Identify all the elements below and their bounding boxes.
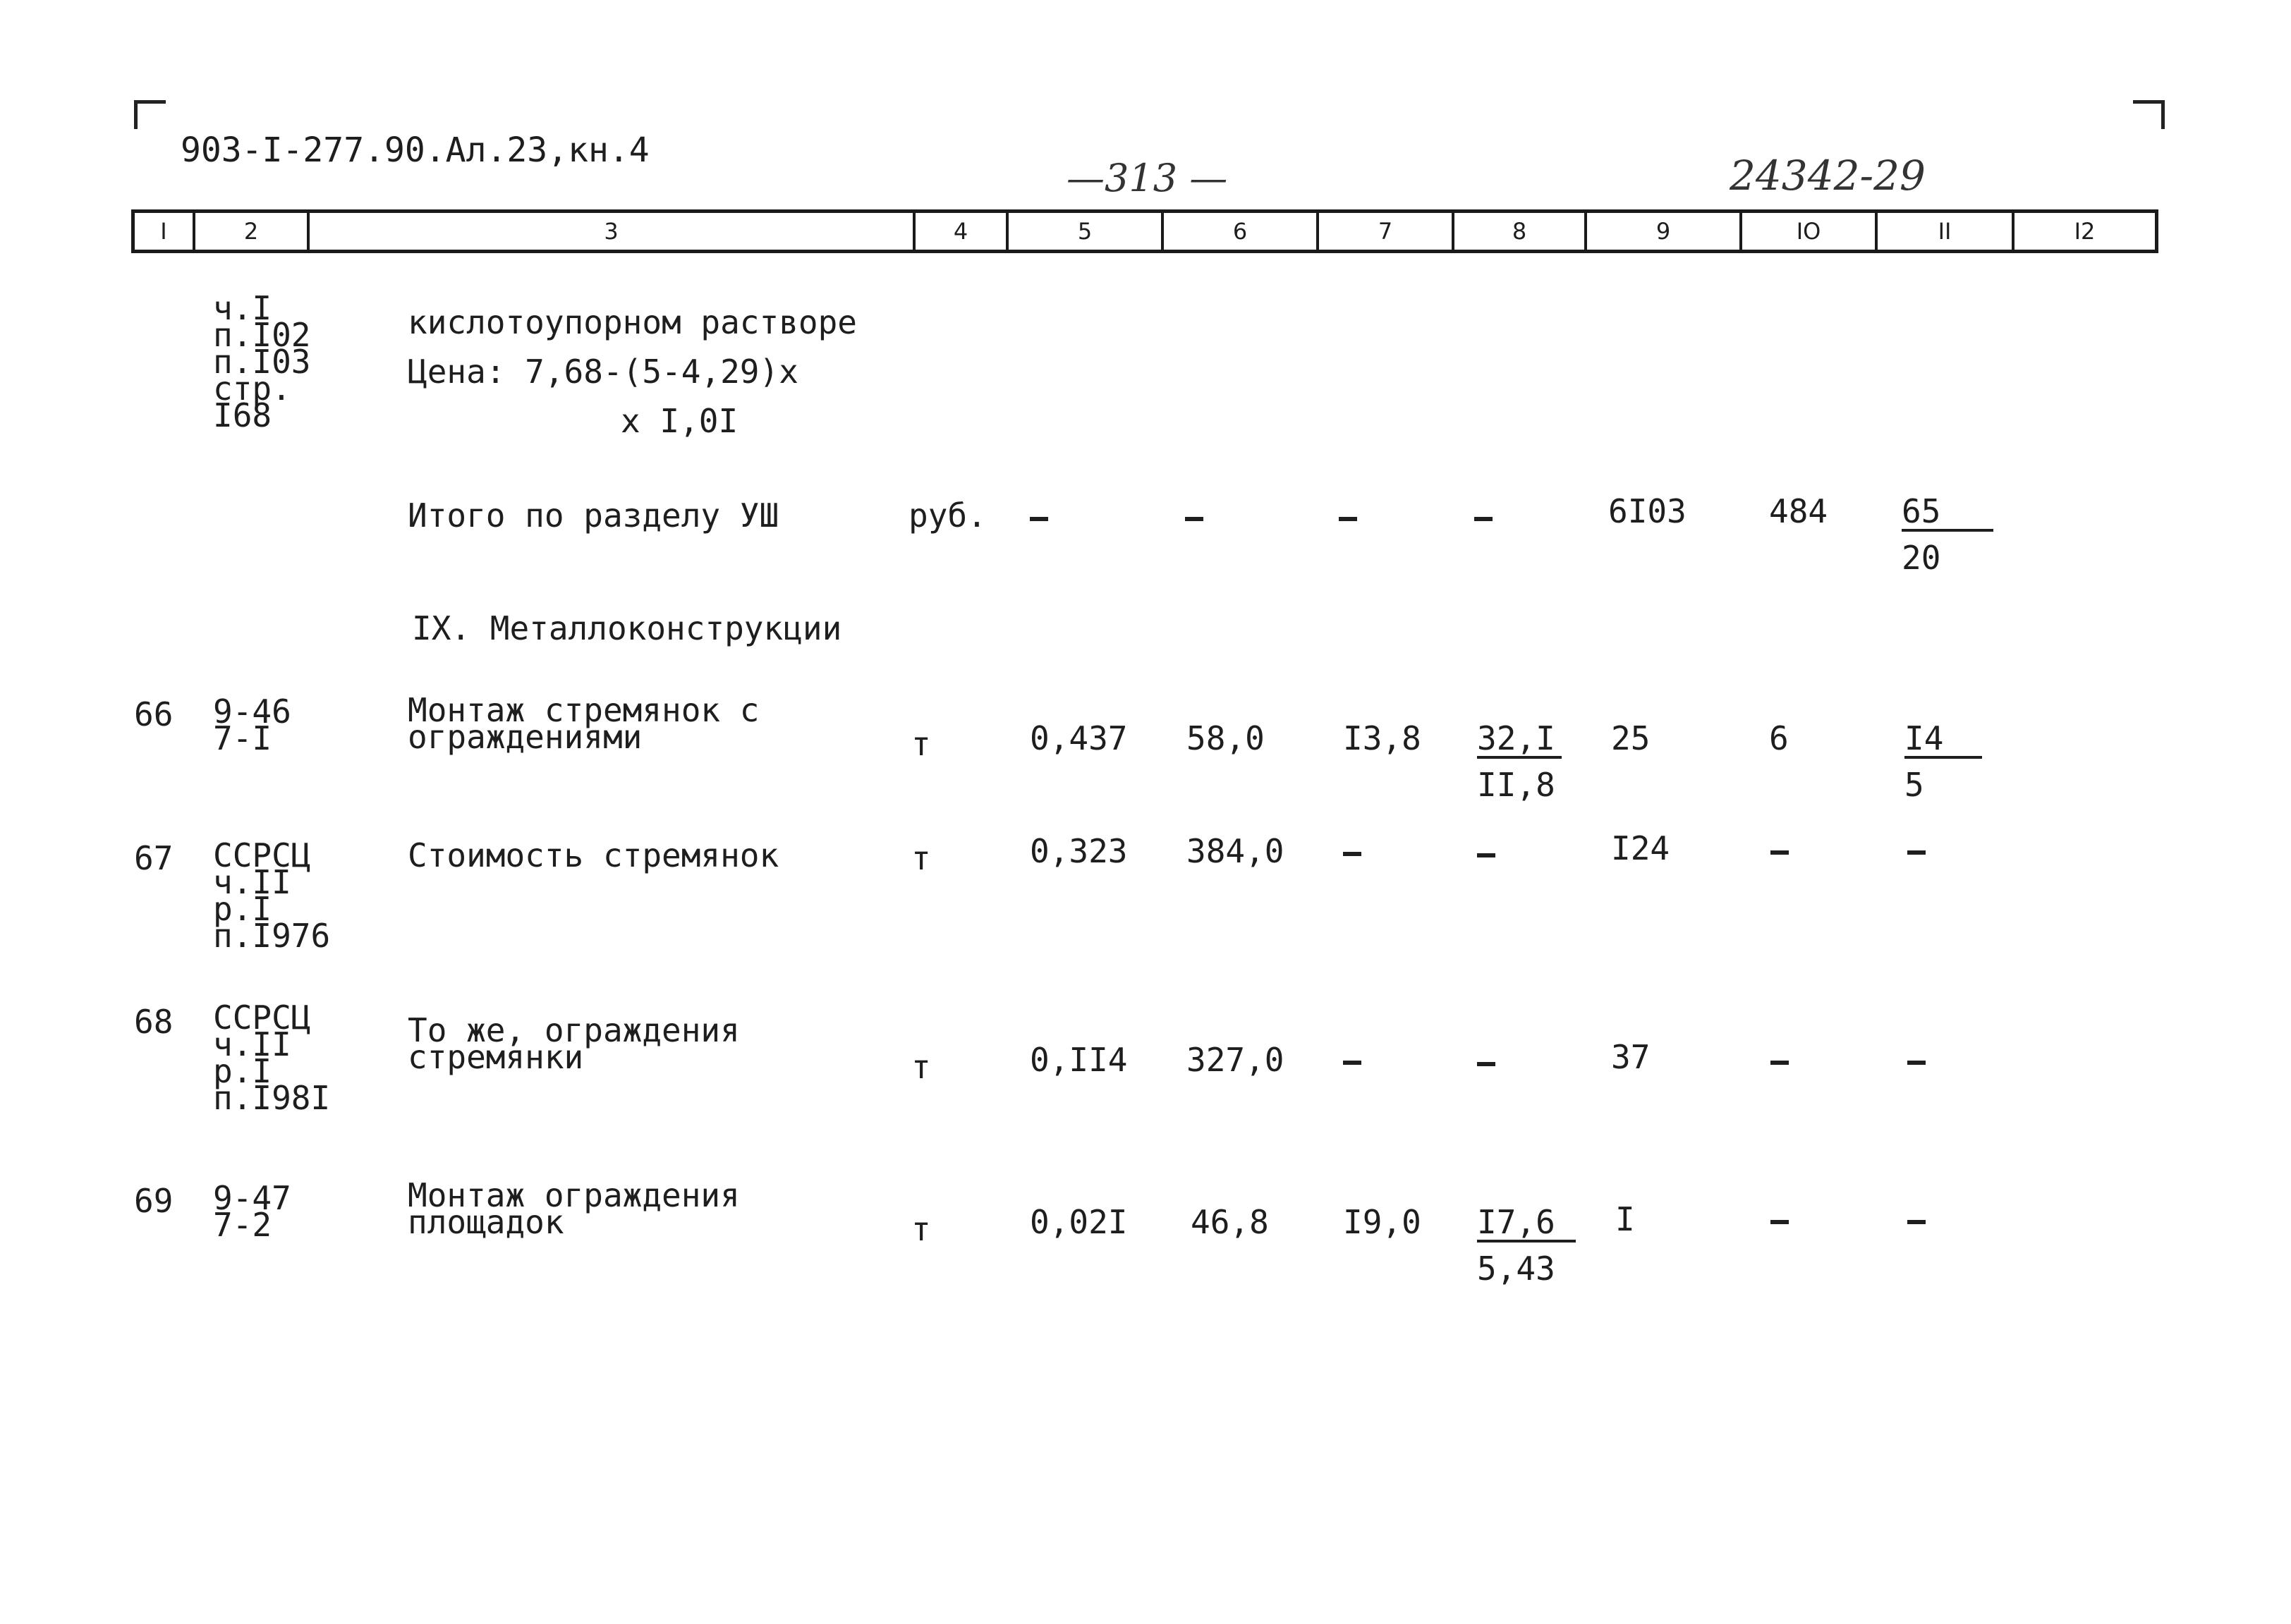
row-69-dash-11: [1907, 1220, 1926, 1224]
row-68-col9: 37: [1611, 1038, 1651, 1076]
row-68-unit: т: [911, 1048, 931, 1086]
row-67-price: 384,0: [1186, 832, 1284, 870]
corner-mark-right: [2133, 100, 2165, 129]
row-69-ref: 9-47 7-2: [213, 1179, 291, 1244]
row-66-ref: 9-46 7-I: [213, 692, 291, 757]
row-68-no: 68: [134, 1003, 174, 1041]
column-header-11: II: [1878, 213, 2015, 250]
total-row-label: Итого по разделу УШ: [408, 496, 779, 535]
column-header-8: 8: [1454, 213, 1587, 250]
row-69-unit: т: [911, 1210, 931, 1248]
row-66-no: 66: [134, 695, 174, 733]
total-row-col11-numerator: 65: [1902, 495, 1993, 532]
row-67-ref: ССРСЦ ч.II р.I п.I976: [213, 836, 331, 955]
row-66-col11-fraction: [1904, 719, 1982, 804]
continuation-line-2: Цена: 7,68-(5-4,29)х: [408, 353, 798, 391]
total-row-col11-fraction: [1902, 492, 1993, 577]
row-68-dash-7: [1343, 1061, 1361, 1065]
row-69-col8-denominator: 5,43: [1477, 1250, 1555, 1288]
row-67-dash-11: [1907, 850, 1926, 855]
row-66-col8-numerator: 32,I: [1477, 722, 1562, 759]
column-header-1: I: [135, 213, 195, 250]
row-66-col8-denominator: II,8: [1477, 766, 1555, 804]
total-row-dash-5: [1030, 517, 1048, 521]
total-row-unit: руб.: [909, 496, 987, 535]
column-header-3: 3: [310, 213, 916, 250]
row-67-name: Стоимость стремянок: [408, 836, 779, 874]
row-69-col8-numerator: I7,6: [1477, 1206, 1576, 1243]
row-68-name: То же, ограждения стремянки: [408, 1011, 740, 1076]
row-67-dash-7: [1343, 852, 1361, 856]
row-68-dash-8: [1477, 1062, 1495, 1066]
row-66-col11-numerator: I4: [1904, 722, 1982, 759]
column-header-5: 5: [1009, 213, 1164, 250]
column-header-6: 6: [1164, 213, 1319, 250]
total-row-dash-6: [1185, 517, 1203, 521]
column-header-2: 2: [195, 213, 310, 250]
column-header-10: IO: [1742, 213, 1878, 250]
row-66-qty: 0,437: [1030, 719, 1128, 757]
row-69-dash-10: [1770, 1220, 1789, 1224]
row-66-name: Монтаж стремянок с ограждениями: [408, 691, 760, 756]
row-66-price: 58,0: [1186, 719, 1265, 757]
stamp-number: 24342-29: [1730, 152, 1926, 200]
row-68-ref: ССРСЦ ч.II р.I п.I98I: [213, 999, 331, 1117]
row-67-col9: I24: [1611, 829, 1670, 867]
column-header-7: 7: [1319, 213, 1454, 250]
row-67-qty: 0,323: [1030, 832, 1128, 870]
row-69-col9: I: [1615, 1200, 1635, 1238]
row-67-dash-10: [1770, 850, 1789, 855]
row-67-unit: т: [911, 839, 931, 877]
column-header-12: I2: [2074, 218, 2096, 245]
column-header-4: 4: [916, 213, 1009, 250]
row-69-col7: I9,0: [1343, 1203, 1421, 1241]
row-69-name: Монтаж ограждения площадок: [408, 1176, 740, 1241]
column-header-9: 9: [1587, 213, 1742, 250]
row-67-no: 67: [134, 839, 174, 877]
row-66-unit: т: [911, 725, 931, 763]
total-row-dash-8: [1474, 517, 1493, 521]
continuation-line-3: х I,0I: [621, 402, 739, 440]
total-row-col11-denominator: 20: [1902, 539, 1941, 577]
corner-mark-left: [134, 100, 166, 129]
row-68-price: 327,0: [1186, 1041, 1284, 1079]
row-68-qty: 0,II4: [1030, 1041, 1128, 1079]
row-69-price: 46,8: [1191, 1203, 1269, 1241]
row-68-dash-11: [1907, 1061, 1926, 1065]
row-66-col7: I3,8: [1343, 719, 1421, 757]
row-66-col10: 6: [1769, 719, 1789, 757]
continuation-line-1: кислотоупорном растворе: [408, 303, 857, 341]
total-row-col9: 6I03: [1608, 492, 1687, 530]
column-header-table: [131, 209, 2158, 253]
row-69-qty: 0,02I: [1030, 1203, 1128, 1241]
row-66-col11-denominator: 5: [1904, 766, 1924, 804]
total-row-dash-7: [1339, 517, 1357, 521]
row-67-dash-8: [1477, 853, 1495, 857]
page-number: —313 —: [1066, 156, 1228, 200]
row-69-col8-fraction: [1477, 1203, 1576, 1288]
row-69-no: 69: [134, 1182, 174, 1220]
section-title: IX. Металлоконструкции: [412, 609, 842, 647]
total-row-col10: 484: [1769, 492, 1828, 530]
row-66-col8-fraction: [1477, 719, 1562, 804]
document-code: 903-I-277.90.Ал.23,кн.4: [181, 130, 650, 170]
row-68-dash-10: [1770, 1061, 1789, 1065]
row-66-col9: 25: [1611, 719, 1651, 757]
continuation-refs: ч.I п.I02 п.I03 стр. I68: [213, 289, 311, 434]
